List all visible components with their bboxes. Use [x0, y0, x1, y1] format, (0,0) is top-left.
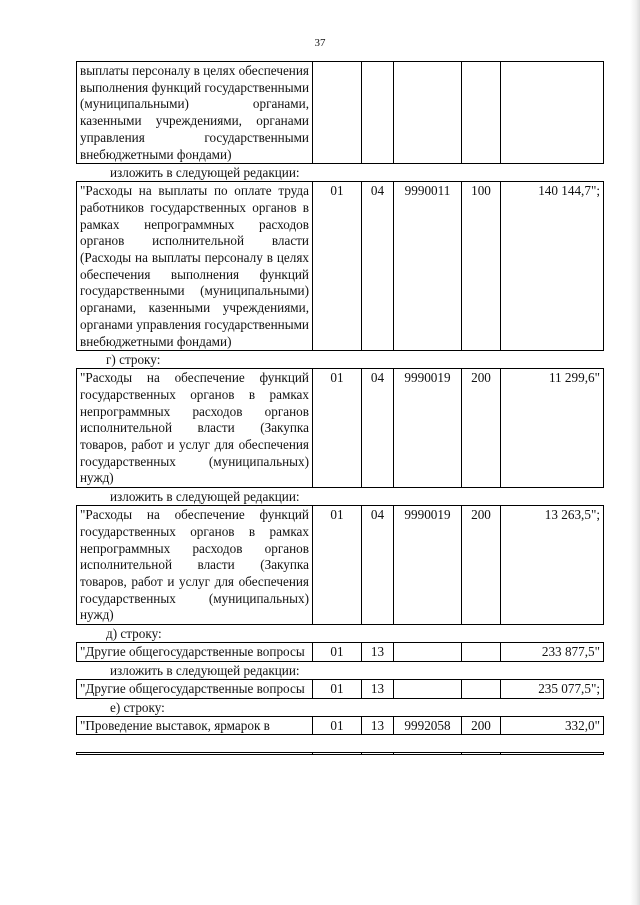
- amount: 332,0": [501, 716, 604, 735]
- budget-table-fragment: [76, 716, 604, 736]
- subsection-code: 13: [362, 643, 394, 662]
- table-row: [77, 182, 604, 351]
- row-description: "Расходы на выплаты по оплате труда работников государственных органов в рамках непрограммных расходов органов исполнительной власти (Расходы на выплаты персоналу в целях обеспечения выполнения функций государственными (муниципальными) органами, казенными учреждениями, органами управления государственными внебюджетными фондами): [77, 182, 313, 351]
- expense-type-code: 200: [462, 506, 501, 625]
- target-article-code: 9990019: [394, 506, 462, 625]
- target-article-code: [394, 62, 462, 164]
- target-article-code: 9990011: [394, 182, 462, 351]
- subsection-code: 13: [362, 716, 394, 735]
- expense-type-code: [462, 62, 501, 164]
- budget-table-fragment: [76, 642, 604, 662]
- amount: 235 077,5";: [501, 679, 604, 698]
- row-description: "Проведение выставок, ярмарок в: [77, 716, 313, 735]
- subitem-heading: д) строку:: [106, 626, 162, 642]
- budget-table-fragment: [76, 181, 604, 351]
- section-code: 01: [313, 716, 362, 735]
- expense-type-code: 200: [462, 716, 501, 735]
- budget-table-fragment: [76, 505, 604, 625]
- target-article-code: 9992058: [394, 716, 462, 735]
- amount: 233 877,5": [501, 643, 604, 662]
- section-code: [313, 62, 362, 164]
- section-code: 01: [313, 679, 362, 698]
- expense-type-code: 100: [462, 182, 501, 351]
- row-description: "Расходы на обеспечение функций государственных органов в рамках непрограммных расходов органов исполнительной власти (Закупка товаров, работ и услуг для обеспечения государственных (муниципальных) нужд): [77, 506, 313, 625]
- table-row: [77, 643, 604, 662]
- page-number: 37: [314, 37, 326, 49]
- section-code: 01: [313, 506, 362, 625]
- target-article-code: [394, 643, 462, 662]
- budget-table-fragment: [76, 752, 604, 755]
- amount: 140 144,7";: [501, 182, 604, 351]
- budget-table-fragment: [76, 61, 604, 164]
- amendment-instruction: изложить в следующей редакции:: [110, 489, 300, 505]
- table-row: [77, 679, 604, 698]
- row-description: "Другие общегосударственные вопросы: [77, 679, 313, 698]
- expense-type-code: [462, 753, 501, 755]
- page-edge-shadow: [630, 0, 640, 905]
- table-row: [77, 506, 604, 625]
- subsection-code: 13: [362, 679, 394, 698]
- subsection-code: 04: [362, 506, 394, 625]
- table-row: [77, 369, 604, 488]
- amendment-instruction: е) строку:: [110, 699, 165, 715]
- section-code: 01: [313, 182, 362, 351]
- subsection-code: [362, 62, 394, 164]
- row-description: "Расходы на обеспечение функций государственных органов в рамках непрограммных расходов органов исполнительной власти (Закупка товаров, работ и услуг для обеспечения государственных (муниципальных) нужд): [77, 369, 313, 488]
- amendment-instruction: изложить в следующей редакции:: [110, 662, 300, 678]
- amount: [501, 62, 604, 164]
- amount: 11 299,6": [501, 369, 604, 488]
- subsection-code: 04: [362, 182, 394, 351]
- amount: 13 263,5";: [501, 506, 604, 625]
- target-article-code: 9990019: [394, 369, 462, 488]
- row-description: выплаты персоналу в целях обеспечения выполнения функций государственными (муниципальными) органами, казенными учреждениями, органами управления государственными внебюджетными фондами): [77, 62, 313, 164]
- table-row: [77, 716, 604, 735]
- expense-type-code: [462, 643, 501, 662]
- budget-amendment-tables: [76, 61, 603, 755]
- subitem-heading: [76, 735, 603, 752]
- target-article-code: [394, 679, 462, 698]
- section-code: 01: [313, 369, 362, 488]
- section-code: 01: [313, 643, 362, 662]
- expense-type-code: [462, 679, 501, 698]
- row-description: [77, 753, 313, 755]
- expense-type-code: 200: [462, 369, 501, 488]
- subsection-code: [362, 753, 394, 755]
- amount: [501, 753, 604, 755]
- row-description: "Другие общегосударственные вопросы: [77, 643, 313, 662]
- amendment-instruction: изложить в следующей редакции:: [110, 165, 300, 181]
- table-row: [77, 62, 604, 164]
- section-code: [313, 753, 362, 755]
- budget-table-fragment: [76, 679, 604, 699]
- subsection-code: 04: [362, 369, 394, 488]
- subitem-heading: г) строку:: [106, 352, 161, 368]
- budget-table-fragment: [76, 368, 604, 488]
- target-article-code: [394, 753, 462, 755]
- table-row: [77, 753, 604, 755]
